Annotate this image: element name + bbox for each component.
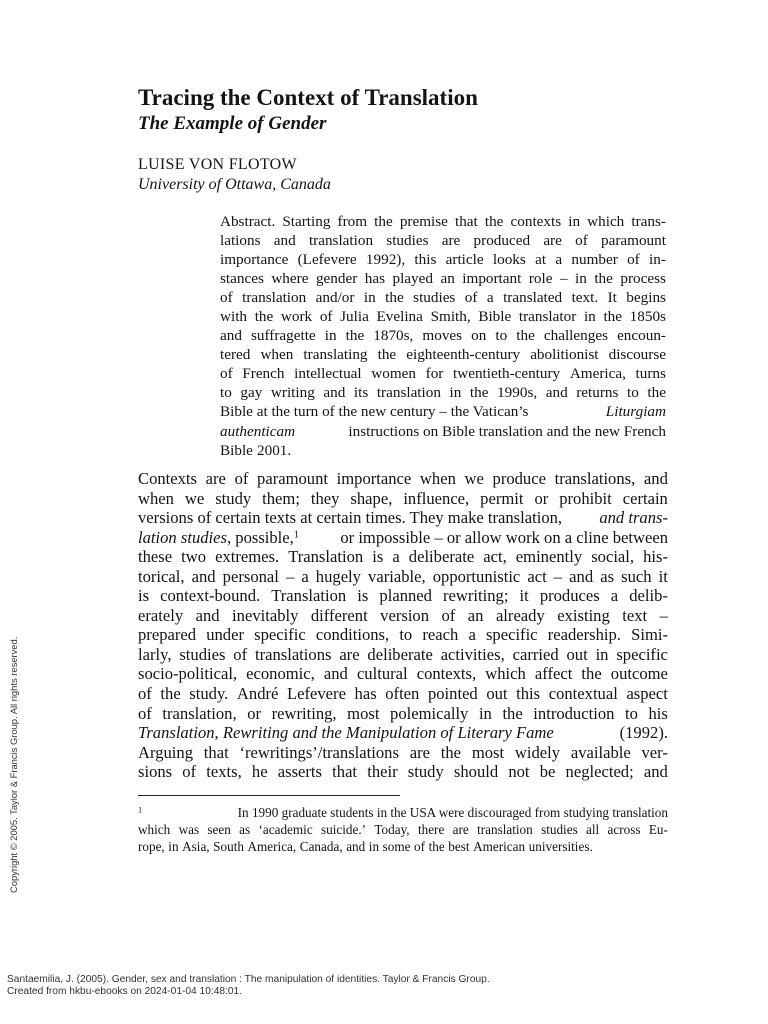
abstract-line: Abstract. Starting from the premise that the contexts in which trans- (220, 213, 666, 230)
author-name: LUISE VON FLOTOW (138, 156, 297, 173)
abstract (220, 212, 666, 460)
abstract-text: instructions on Bible translation and the new French (348, 422, 666, 440)
access-line: Created from hkbu-ebooks on 2024-01-04 10:48:01. (7, 986, 243, 997)
citation-footer (7, 974, 490, 998)
body-line: is context-bound. Translation is planned rewriting; it produces a delib- (138, 586, 668, 606)
author-affiliation: University of Ottawa, Canada (138, 176, 331, 193)
abstract-line: with the work of Julia Evelina Smith, Bible translator in the 1850s (220, 308, 666, 326)
abstract-line: Bible 2001. (220, 441, 292, 459)
footnote-reference[interactable]: 1 (293, 528, 299, 540)
footnote-marker: 1 (138, 805, 143, 815)
abstract-text: Bible at the turn of the new century – the Vatican’s (220, 403, 529, 421)
body-line: socio-political, economic, and cultural contexts, which affect the outcome (138, 664, 668, 684)
footnote-line: rope, in Asia, South America, Canada, and in some of the best American universities. (138, 839, 593, 855)
article-title: Tracing the Context of Translation (138, 85, 478, 110)
body-line: Contexts are of paramount importance when we produce translations, and (138, 469, 668, 488)
body-line (138, 723, 668, 743)
abstract-line: to gay writing and its translation in the 1990s, and returns to the (220, 384, 666, 402)
body-line: Arguing that ‘rewritings’/translations are the most widely available ver- (138, 742, 668, 762)
body-text-run: or impossible – or allow work on a cline between (340, 527, 668, 547)
abstract-line (220, 402, 666, 421)
abstract-line: of translation and/or in the studies of a translated text. It begins (220, 289, 666, 307)
abstract-line: stances where gender has played an important role – in the process (220, 270, 666, 288)
body-line (138, 528, 668, 548)
body-italic-run: lation studies (138, 527, 227, 547)
abstract-line: of French intellectual women for twentieth-century America, turns (220, 365, 666, 383)
body-line: larly, studies of translations are deliberate activities, carried out in specific (138, 644, 668, 664)
body-text-run: (1992). (619, 723, 668, 743)
body-line: of translation, or rewriting, most polemically in the introduction to his (138, 703, 668, 723)
body-text-run: , possible, (226, 527, 294, 547)
body-text (138, 469, 668, 782)
body-line: when we study them; they shape, influence, permit or prohibit certain (138, 488, 668, 508)
body-italic-run: and trans- (599, 508, 668, 528)
abstract-line: tered when translating the eighteenth-century abolitionist discourse (220, 346, 666, 364)
abstract-line (220, 422, 666, 441)
footnote (138, 804, 668, 856)
article-subtitle: The Example of Gender (138, 113, 327, 134)
abstract-italic-title: Liturgiam (605, 403, 666, 421)
citation-line: Santaemilia, J. (2005). Gender, sex and translation : The manipulation of identities. Taylor & Francis Group. (7, 974, 490, 985)
body-text-run: versions of certain texts at certain times. They make translation, (138, 508, 563, 528)
footnote-line: which was seen as ‘academic suicide.’ Today, there are translation studies all across Eu- (138, 822, 668, 838)
body-line (138, 508, 668, 528)
body-line: of the study. André Lefevere has often pointed out this contextual aspect (138, 684, 668, 704)
abstract-italic-title: authenticam (220, 422, 296, 440)
body-line: prepared under specific conditions, to reach a specific readership. Simi- (138, 625, 668, 645)
body-line: torical, and personal – a hugely variable, opportunistic act – and as such it (138, 566, 668, 586)
body-line: sions of texts, he asserts that their study should not be neglected; and (138, 762, 668, 782)
abstract-line: importance (Lefevere 1992), this article looks at a number of in- (220, 251, 666, 269)
body-line: these two extremes. Translation is a deliberate act, eminently social, his- (138, 547, 668, 567)
copyright-notice: Copyright © 2005. Taylor & Francis Group. All rights reserved. (8, 636, 19, 893)
footnote-line (138, 804, 668, 821)
abstract-line: and suffragette in the 1870s, moves on to the challenges encoun- (220, 327, 666, 345)
body-line: erately and inevitably different version of an already existing text – (138, 605, 668, 625)
body-italic-title: Translation, Rewriting and the Manipulation of Literary Fame (138, 723, 554, 743)
abstract-line: lations and translation studies are produced are of paramount (220, 232, 666, 250)
footnote-text: In 1990 graduate students in the USA were discouraged from studying translation (237, 805, 668, 820)
footnote-divider (138, 795, 400, 796)
